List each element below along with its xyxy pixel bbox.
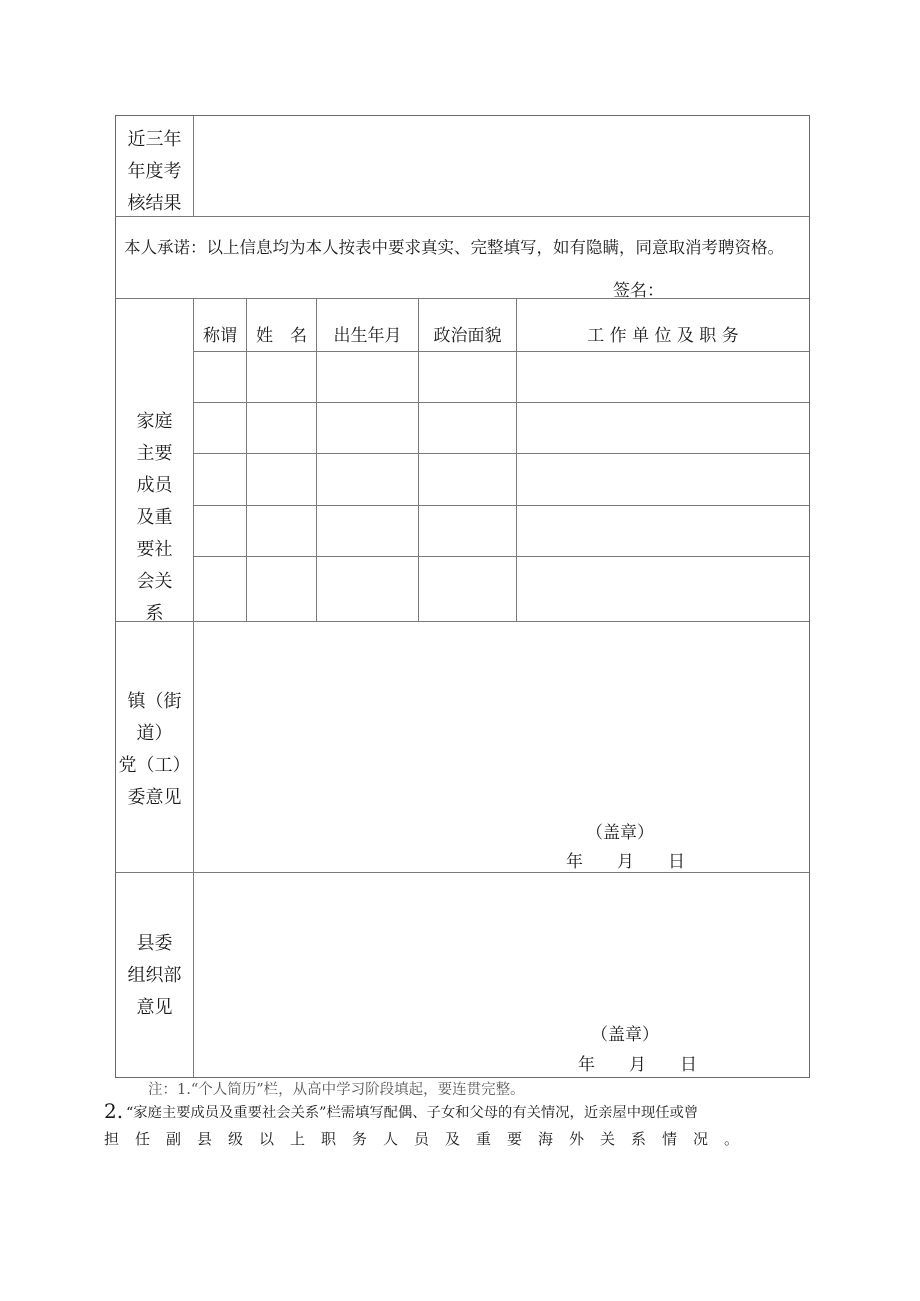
assessment-label-line: 年度考: [127, 161, 182, 182]
assessment-label-line: 近三年: [127, 129, 182, 150]
family-header-name: 姓 名: [256, 326, 307, 346]
family-header-title: 称谓: [203, 326, 237, 346]
county-opinion-label: [116, 928, 193, 1024]
signature-field[interactable]: [661, 268, 801, 296]
family-label-line: 系: [145, 603, 164, 624]
family-label-line: 主要: [136, 443, 173, 464]
divider: [116, 298, 809, 299]
commitment-text: 本人承诺：以上信息均为本人按表中要求真实、完整填写，如有隐瞒，同意取消考聘资格。: [124, 238, 784, 257]
divider: [116, 216, 809, 217]
county-label-line: 组织部: [127, 965, 182, 986]
assessment-label: [116, 124, 193, 220]
note-2-line-1: “家庭主要成员及重要社会关系”栏需填写配偶、子女和父母的有关情况，近亲屋中现任或曾: [126, 1105, 699, 1121]
note-1: 注：1.“个人简历”栏，从高中学习阶段填起，要连贯完整。: [148, 1082, 525, 1098]
county-label-line: 意见: [136, 997, 173, 1018]
family-label-line: 家庭: [136, 411, 173, 432]
town-label-line: 道）: [136, 723, 173, 744]
family-label-line: 要社: [136, 539, 173, 560]
county-opinion-field[interactable]: [194, 873, 809, 1013]
note-2-number: 2.: [104, 1099, 124, 1123]
family-row[interactable]: [194, 352, 809, 402]
family-row[interactable]: [194, 403, 809, 453]
registration-form-table: [115, 115, 810, 1078]
family-label-line: 会关: [136, 571, 173, 592]
note-2-line-2: 担任副县级以上职务人员及重要海外关系情况。: [104, 1130, 756, 1148]
town-date-label: 年 月 日: [566, 852, 685, 872]
family-header-birth: 出生年月: [333, 326, 402, 346]
county-date-label: 年 月 日: [578, 1055, 697, 1075]
family-header-politics: 政治面貌: [433, 326, 502, 346]
town-seal-label: （盖章）: [586, 823, 654, 843]
town-opinion-label: [116, 686, 193, 814]
town-label-line: 党（工）: [118, 755, 191, 776]
county-seal-label: （盖章）: [591, 1025, 659, 1045]
family-label-line: 成员: [136, 475, 173, 496]
assessment-label-line: 核结果: [127, 193, 182, 214]
family-row[interactable]: [194, 454, 809, 505]
family-label: [116, 406, 193, 630]
signature-label: 签名：: [613, 281, 664, 301]
town-label-line: 镇（街: [127, 691, 182, 712]
family-header-work: 工 作 单 位 及 职 务: [587, 326, 739, 346]
assessment-input[interactable]: [194, 116, 809, 216]
family-row[interactable]: [194, 557, 809, 621]
town-opinion-field[interactable]: [194, 622, 809, 812]
family-label-line: 及重: [136, 507, 173, 528]
town-label-line: 委意见: [127, 787, 182, 808]
family-row[interactable]: [194, 506, 809, 556]
county-label-line: 县委: [136, 933, 173, 954]
